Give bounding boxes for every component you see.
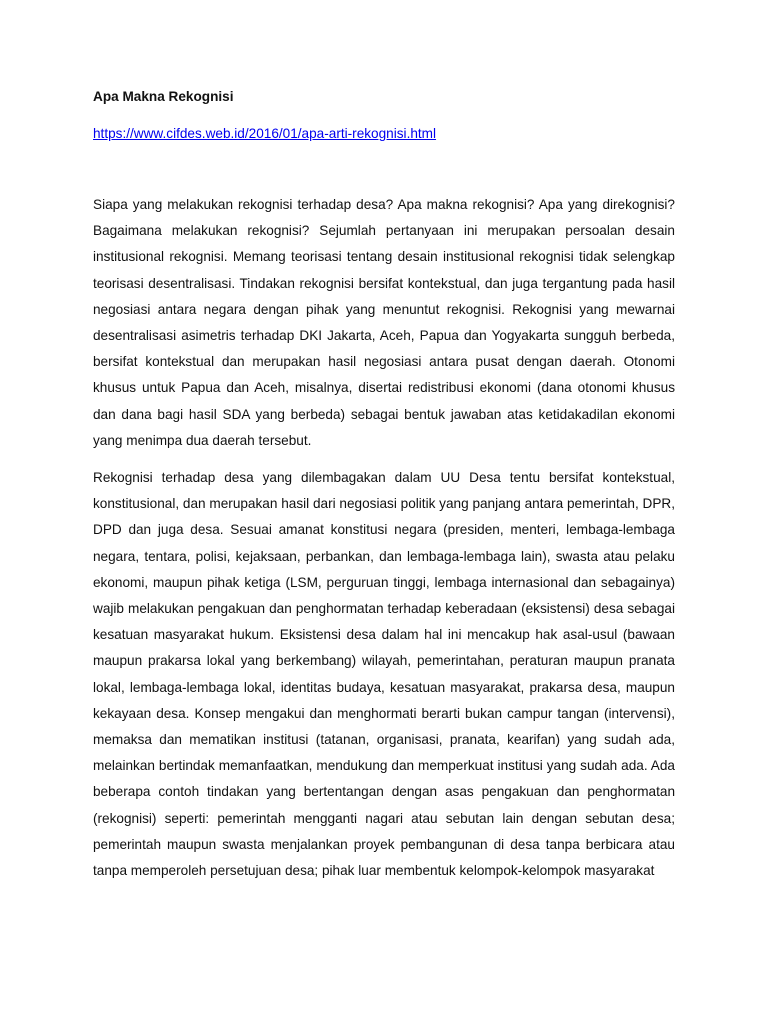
source-link[interactable]: https://www.cifdes.web.id/2016/01/apa-arti-rekognisi.html	[93, 126, 437, 141]
document-body	[93, 192, 675, 884]
document-title: Apa Makna Rekognisi	[93, 89, 234, 104]
paragraph-2: Rekognisi terhadap desa yang dilembagakan dalam UU Desa tentu bersifat kontekstual, konstitusional, dan merupakan hasil dari negosiasi politik yang panjang antara pemerintah, DPR, DPD dan juga desa. Sesuai amanat konstitusi negara (presiden, menteri, lembaga-lembaga negara, tentara, polisi, kejaksaan, perbankan, dan lembaga-lembaga lain), swasta atau pelaku ekonomi, maupun pihak ketiga (LSM, perguruan tinggi, lembaga internasional dan sebagainya) wajib melakukan pengakuan dan penghormatan terhadap keberadaan (eksistensi) desa sebagai kesatuan masyarakat hukum. Eksistensi desa dalam hal ini mencakup hak asal-usul (bawaan maupun prakarsa lokal yang berkembang) wilayah, pemerintahan, peraturan maupun pranata lokal, lembaga-lembaga lokal, identitas budaya, kesatuan masyarakat, prakarsa desa, maupun kekayaan desa. Konsep mengakui dan menghormati berarti bukan campur tangan (intervensi), memaksa dan mematikan institusi (tatanan, organisasi, pranata, kearifan) yang sudah ada, melainkan bertindak memanfaatkan, mendukung dan memperkuat institusi yang sudah ada. Ada beberapa contoh tindakan yang bertentangan dengan asas pengakuan dan penghormatan (rekognisi) seperti: pemerintah mengganti nagari atau sebutan lain dengan sebutan desa; pemerintah maupun swasta menjalankan proyek pembangunan di desa tanpa berbicara atau tanpa memperoleh persetujuan desa; pihak luar membentuk kelompok-kelompok masyarakat	[93, 470, 675, 879]
paragraph-1: Siapa yang melakukan rekognisi terhadap desa? Apa makna rekognisi? Apa yang direkognisi? Bagaimana melakukan rekognisi? Sejumlah pertanyaan ini merupakan persoalan desain institusional rekognisi. Memang teorisasi tentang desain institusional rekognisi tidak selengkap teorisasi desentralisasi. Tindakan rekognisi bersifat kontekstual, dan juga tergantung pada hasil negosiasi antara negara dengan pihak yang menuntut rekognisi. Rekognisi yang mewarnai desentralisasi asimetris terhadap DKI Jakarta, Aceh, Papua dan Yogyakarta sungguh berbeda, bersifat kontekstual dan merupakan hasil negosiasi antara pusat dengan daerah. Otonomi khusus untuk Papua dan Aceh, misalnya, disertai redistribusi ekonomi (dana otonomi khusus dan dana bagi hasil SDA yang berbeda) sebagai bentuk jawaban atas ketidakadilan ekonomi yang menimpa dua daerah tersebut.	[93, 197, 675, 448]
